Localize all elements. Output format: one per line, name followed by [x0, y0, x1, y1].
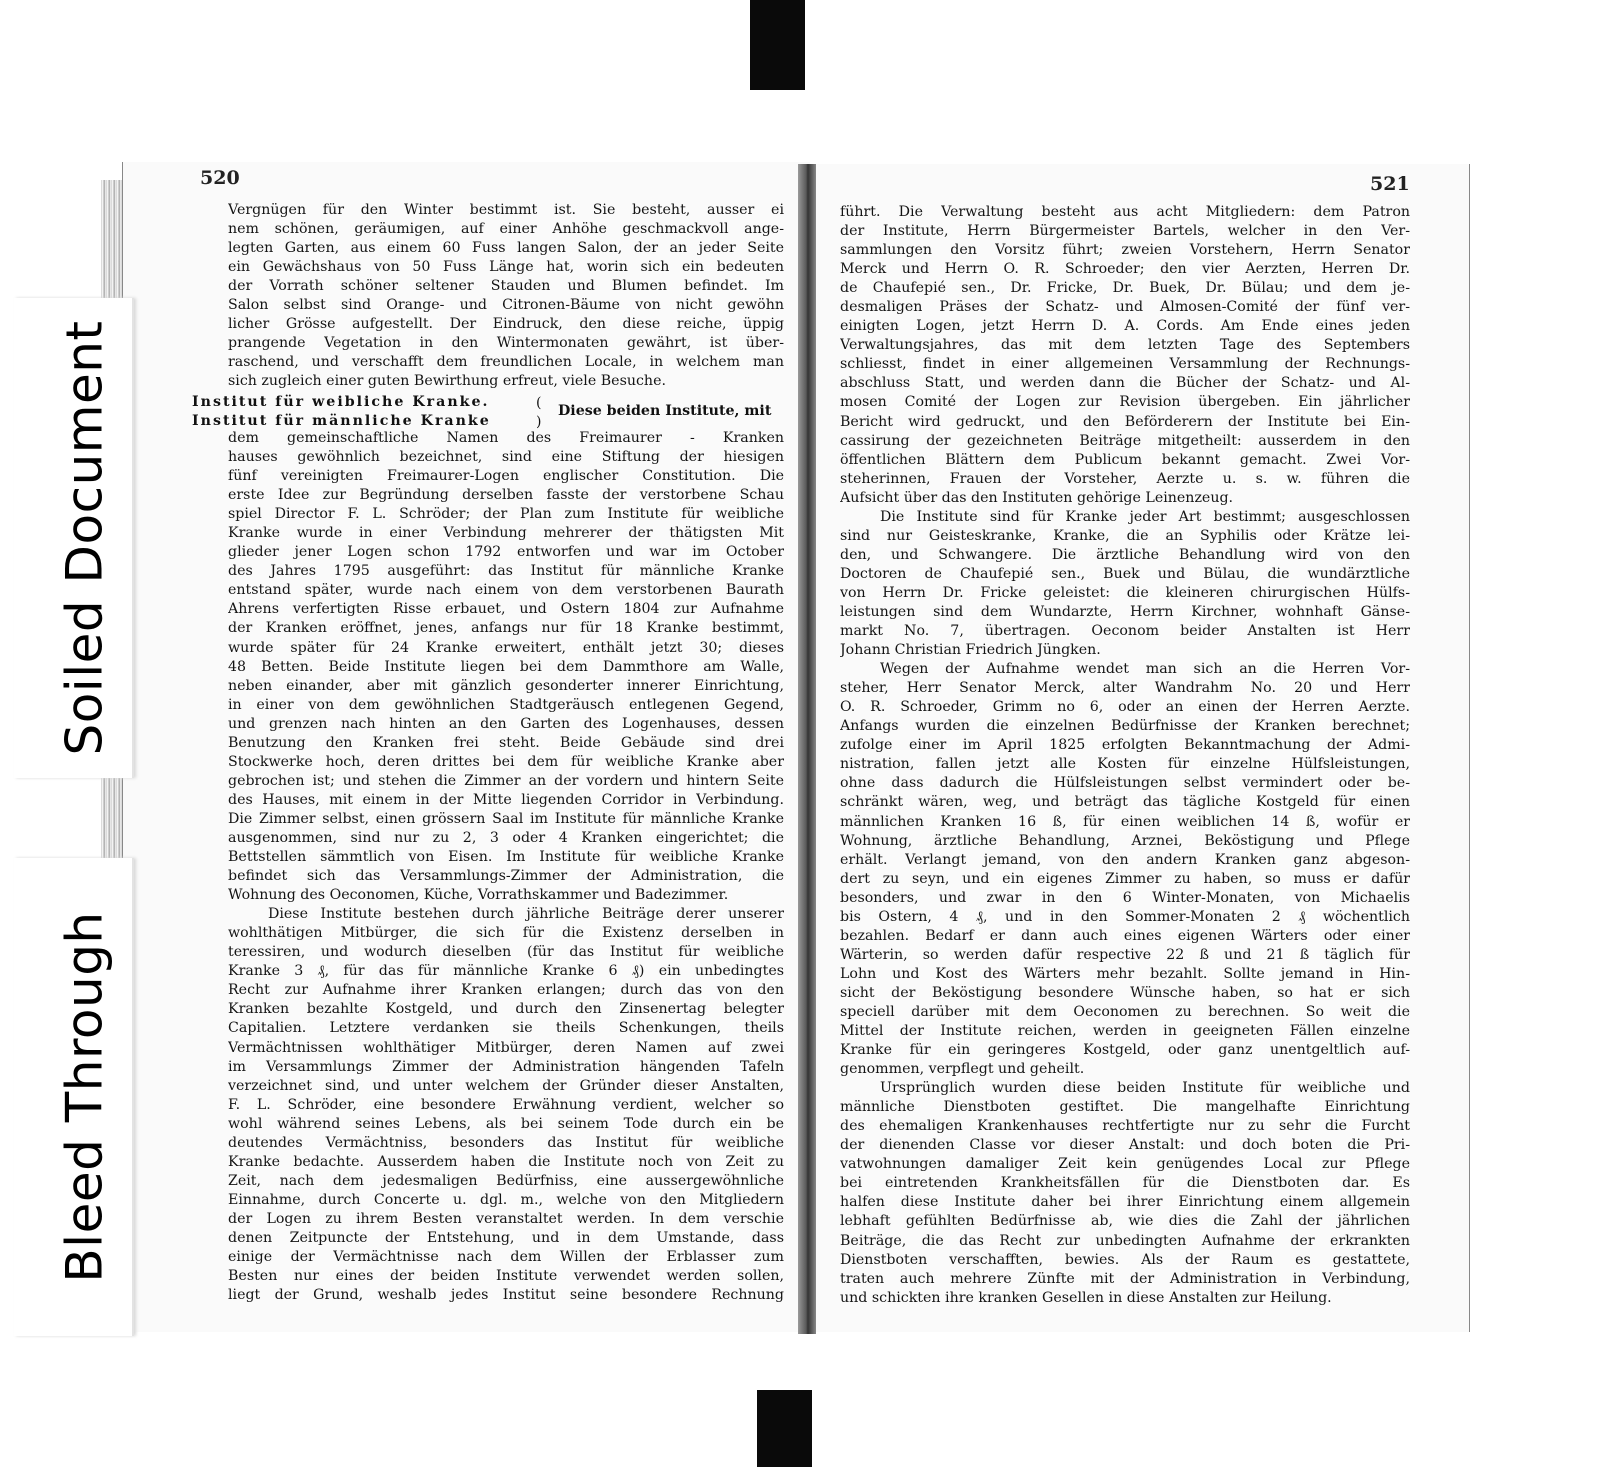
- text-line: gebrochen ist; und stehen die Zimmer an der vordern und hintern Seite: [228, 772, 784, 789]
- text-line: nem schönen, geräumigen, auf einer Anhöhe geschmackvoll ange-: [228, 221, 784, 238]
- text-line: 48 Betten. Beide Institute liegen bei dem Dammthore am Walle,: [228, 658, 784, 675]
- text-line: Zeit, nach dem jedesmaligen Bedürfniss, eine aussergewöhnliche: [228, 1172, 784, 1189]
- text-line: legten Garten, aus einem 60 Fuss langen Salon, der an jeder Seite: [228, 240, 784, 257]
- text-line: Salon selbst sind Orange- und Citronen-Bäume von nicht gewöhn: [228, 297, 784, 314]
- section-heading-continuation: Diese beiden Institute, mit: [558, 403, 772, 419]
- scanner-clip-bottom: [757, 1390, 812, 1467]
- text-line: männliche Dienstboten gestiftet. Die mangelhafte Einrichtung: [840, 1099, 1410, 1116]
- text-line: von Herrn Dr. Fricke geleistet: die kleineren chirurgischen Hülfs-: [840, 584, 1410, 601]
- text-line: Ursprünglich wurden diese beiden Institute für weibliche und: [880, 1080, 1410, 1097]
- text-line: Besten nur eines der beiden Institute verwendet werden sollen,: [228, 1268, 784, 1285]
- text-line: erhält. Verlangt jemand, von den andern Kranken ganz abgeson-: [840, 851, 1410, 868]
- text-line: Anfangs wurden die einzelnen Bedürfnisse der Kranken berechnet;: [840, 718, 1410, 735]
- text-line: dem gemeinschaftliche Namen des Freimaurer - Kranken: [228, 430, 784, 446]
- text-line: Die Zimmer selbst, einen grössern Saal im Institute für männliche Kranke: [228, 810, 784, 827]
- text-line: bis Ostern, 4 ₰, und in den Sommer-Monaten 2 ₰ wöchentlich: [840, 908, 1410, 925]
- right-text: [840, 203, 1410, 1308]
- text-line: mosen Comité der Logen zur Revision übergeben. Ein jährlicher: [840, 394, 1410, 411]
- text-line: Recht zur Aufnahme ihrer Kranken erlangen; durch das von den: [228, 982, 784, 999]
- text-line: Doctoren de Chaufepié sen., Buek und Bülau, die wundärztliche: [840, 565, 1410, 582]
- text-line: besonders, und zwar in den 6 Winter-Monaten, von Michaelis: [840, 889, 1410, 906]
- text-line: neben einander, aber mit gänzlich gesonderter innerer Einrichtung,: [228, 677, 784, 694]
- text-line: führt. Die Verwaltung besteht aus acht Mitgliedern: dem Patron: [840, 204, 1410, 220]
- text-line: ausgenommen, sind nur zu 2, 3 oder 4 Kranken eingerichtet; die: [228, 829, 784, 846]
- text-line: Wärterin, so werden dafür respective 22 ß und 21 ß täglich für: [840, 946, 1410, 963]
- text-line: teressiren, und wodurch dieselben (für das Institut für weibliche: [228, 944, 784, 961]
- soiled-document-tab: [14, 298, 134, 778]
- text-line: ein Gewächshaus von 50 Fuss Länge hat, worin sich ein bedeuten: [228, 259, 784, 276]
- scanner-clip-top: [750, 0, 805, 90]
- text-line: Wohnung des Oeconomen, Küche, Vorrathskammer und Badezimmer.: [228, 887, 729, 904]
- text-line: cassirung der gezeichneten Beiträge mitgetheilt: ausserdem in den: [840, 432, 1410, 449]
- text-line: Lohn und Kost des Wärters mehr bezahlt. Sollte jemand in Hin-: [840, 965, 1410, 982]
- text-line: Bericht wird gedruckt, und den Beförderern der Institute bei Ein-: [840, 413, 1410, 430]
- text-line: F. L. Schröder, eine besondere Erwähnung verdient, welcher so: [228, 1096, 784, 1113]
- text-line: den, und Schwangere. Die ärztliche Behandlung wird von den: [840, 546, 1410, 563]
- text-line: Dienstboten verschafften, bewies. Als der Raum es gestattete,: [840, 1251, 1410, 1268]
- text-line: ohne dass dadurch die Hülfsleistungen selbst vermindert oder be-: [840, 775, 1410, 792]
- text-line: bezahlen. Bedarf er dann auch eines eigenen Wärters oder einer: [840, 927, 1410, 944]
- text-line: einigten Logen, jetzt Herrn D. A. Cords. Am Ende eines jeden: [840, 318, 1410, 335]
- text-line: denen Zeitpuncte der Entstehung, und in dem Umstande, dass: [228, 1229, 784, 1246]
- text-line: vatwohnungen damaliger Zeit kein genügendes Local zur Pflege: [840, 1156, 1410, 1173]
- bleed-through-tab: [14, 858, 134, 1336]
- text-line: de Chaufepié sen., Dr. Fricke, Dr. Buek, Dr. Bülau; und dem je-: [840, 280, 1410, 297]
- text-line: im Versammlungs Zimmer der Administration hängenden Tafeln: [228, 1058, 784, 1075]
- text-line: Aufsicht über das den Instituten gehörige Leinenzeug.: [840, 489, 1234, 506]
- section-heading-male: Institut für männliche Kranke: [192, 413, 491, 429]
- text-line: wohlthätigen Mitbürger, die sich für die Existenz derselben in: [228, 925, 784, 942]
- text-line: Kranken bezahlte Kostgeld, und durch den Zinsenertag belegter: [228, 1001, 784, 1018]
- text-line: Mittel der Institute reichen, werden in geeigneten Fällen einzelne: [840, 1023, 1410, 1040]
- text-line: halfen diese Institute daher bei ihrer Einrichtung einem allgemein: [840, 1194, 1410, 1211]
- text-line: Merck und Herrn O. R. Schroeder; den vier Aerzten, Herren Dr.: [840, 261, 1410, 278]
- text-line: schränkt wären, weg, und beträgt das tägliche Kostgeld für einen: [840, 794, 1410, 811]
- section-heading-female: Institut für weibliche Kranke.: [192, 394, 490, 410]
- text-line: liegt der Grund, weshalb jedes Institut seine besondere Rechnung: [228, 1287, 784, 1304]
- text-line: wurde später für 24 Kranke erweitert, enthält jetzt 30; dieses: [228, 639, 784, 656]
- text-line: Verwaltungsjahres, das mit dem letzten Tage des Septembers: [840, 337, 1410, 354]
- text-line: Kranke für ein geringeres Kostgeld, oder ganz unentgeltlich auf-: [840, 1042, 1410, 1059]
- text-line: sicht der Beköstigung besondere Wünsche haben, so hat er sich: [840, 984, 1410, 1001]
- text-line: der Kranken eröffnet, jenes, anfangs nur für 18 Kranke bestimmt,: [228, 620, 784, 637]
- text-line: O. R. Schroeder, Grimm no 6, oder an einen der Herren Aerzte.: [840, 699, 1410, 716]
- text-line: Stockwerke hoch, deren drittes bei dem für weibliche Kranke aber: [228, 753, 784, 770]
- text-line: in einer von dem gewöhnlichen Stadtgeräusch entlegenen Gegend,: [228, 696, 784, 713]
- text-line: sind nur Geisteskranke, Kranke, die an Syphilis oder Krätze lei-: [840, 527, 1410, 544]
- text-line: traten auch mehrere Zünfte mit der Administration in Verbindung,: [840, 1270, 1410, 1287]
- text-line: befindet sich das Versammlungs-Zimmer der Administration, die: [228, 868, 784, 885]
- text-line: sich zugleich einer guten Bewirthung erfreut, viele Besuche.: [228, 373, 666, 390]
- text-line: öffentlichen Blättern dem Publicum bekannt gemacht. Zwei Vor-: [840, 451, 1410, 468]
- text-line: Die Institute sind für Kranke jeder Art bestimmt; ausgeschlossen: [880, 508, 1410, 525]
- text-line: hauses gewöhnlich bezeichnet, sind eine Stiftung der hiesigen: [228, 449, 784, 466]
- text-line: Benutzung den Kranken frei steht. Beide Gebäude sind drei: [228, 734, 784, 751]
- text-line: und grenzen nach hinten an den Garten des Logenhauses, dessen: [228, 715, 784, 732]
- text-line: Ahrens verfertigten Risse erbauet, und Ostern 1804 zur Aufnahme: [228, 601, 784, 618]
- text-line: bei eintretenden Krankheitsfällen für die Dienstboten dar. Es: [840, 1175, 1410, 1192]
- text-line: leistungen sind dem Wundarzte, Herrn Kirchner, wohnhaft Gänse-: [840, 603, 1410, 620]
- text-line: Kranke 3 ₰, für das für männliche Kranke 6 ₰) ein unbedingtes: [228, 963, 784, 980]
- text-line: Vermächtnissen wohlthätiger Mitbürger, deren Namen auf zwei: [228, 1039, 784, 1056]
- text-line: sammlungen den Vorsitz führt; zweien Vorstehern, Herrn Senator: [840, 242, 1410, 259]
- soiled-document-label: Soiled Document: [56, 320, 115, 756]
- text-line: der dienenden Classe vor dieser Anstalt: und doch boten die Pri-: [840, 1137, 1410, 1154]
- text-line: nistration, fallen jetzt alle Kosten für einzelne Hülfsleistungen,: [840, 756, 1410, 773]
- text-line: erste Idee zur Begründung derselben fasste der verstorbene Schau: [228, 487, 784, 504]
- text-line: raschend, und verschafft dem freundlichen Locale, in welchem man: [228, 354, 784, 371]
- text-line: fünf vereinigten Freimaurer-Logen englischer Constitution. Die: [228, 468, 784, 485]
- text-line: der Institute, Herrn Bürgermeister Bartels, welcher in den Ver-: [840, 223, 1410, 240]
- text-line: deutendes Vermächtniss, besonders das Institut für weibliche: [228, 1134, 784, 1151]
- text-line: Diese Institute bestehen durch jährliche Beiträge derer unserer: [268, 906, 784, 923]
- text-line: Kranke bedachte. Ausserdem haben die Institute noch von Zeit zu: [228, 1153, 784, 1170]
- page-number-right: 521: [1370, 173, 1410, 195]
- text-line: Beiträge, die das Recht zur unbedingten Aufnahme der erkrankten: [840, 1232, 1410, 1249]
- text-line: Vergnügen für den Winter bestimmt ist. Sie besteht, ausser ei: [228, 202, 784, 218]
- text-line: spiel Director F. L. Schröder; der Plan zum Institute für weibliche: [228, 506, 784, 523]
- text-line: Bettstellen sämmtlich von Eisen. Im Institute für weibliche Kranke: [228, 849, 784, 866]
- text-line: speciell darüber mit dem Oeconomen zu berechnen. So weit die: [840, 1003, 1410, 1020]
- left-text-before: [228, 201, 784, 391]
- text-line: des Hauses, mit einem in der Mitte liegenden Corridor in Verbindung.: [228, 791, 784, 808]
- bleed-through-label: Bleed Through: [56, 911, 114, 1283]
- heading-brace: ( ): [536, 395, 542, 430]
- text-line: genommen, verpflegt und geheilt.: [840, 1061, 1085, 1078]
- text-line: verzeichnet sind, und unter welchem der Gründer dieser Anstalten,: [228, 1077, 784, 1094]
- text-line: wohl während seines Lebens, als bei seinem Tode durch ein be: [228, 1115, 784, 1132]
- text-line: entstand später, wurde nach einem von dem verstorbenen Baurath: [228, 582, 784, 599]
- text-line: des Jahres 1795 ausgeführt: das Institut für männliche Kranke: [228, 563, 784, 580]
- left-text-after: [228, 429, 784, 1305]
- text-line: schliesst, findet in einer allgemeinen Versammlung der Rechnungs-: [840, 356, 1410, 373]
- text-line: licher Grösse aufgestellt. Der Eindruck, den diese reiche, üppig: [228, 316, 784, 333]
- text-line: desmaligen Präses der Schatz- und Almosen-Comité der fünf ver-: [840, 299, 1410, 316]
- text-line: zufolge einer im April 1825 erfolgten Bekanntmachung der Admi-: [840, 737, 1410, 754]
- text-line: Capitalien. Letztere verdanken sie theils Schenkungen, theils: [228, 1020, 784, 1037]
- book-gutter: [798, 164, 816, 1334]
- text-line: lebhaft gefühlten Bedürfnisse ab, wie dies die Zahl der jährlichen: [840, 1213, 1410, 1230]
- text-line: der Vorrath schöner seltener Stauden und Blumen befindet. Im: [228, 278, 784, 295]
- text-line: Einnahme, durch Concerte u. dgl. m., welche von den Mitgliedern: [228, 1191, 784, 1208]
- text-line: glieder jener Logen schon 1792 entworfen und war im October: [228, 544, 784, 561]
- text-line: steherinnen, Frauen der Vorsteher, Aerzte u. s. w. führen die: [840, 470, 1410, 487]
- text-line: der Logen zu ihrem Besten veranstaltet werden. In dem verschie: [228, 1210, 784, 1227]
- text-line: einige der Vermächtnisse nach dem Willen der Erblasser zum: [228, 1249, 784, 1266]
- text-line: Wegen der Aufnahme wendet man sich an die Herren Vor-: [880, 661, 1410, 678]
- text-line: Johann Christian Friedrich Jüngken.: [840, 642, 1101, 659]
- text-line: steher, Herr Senator Merck, alter Wandrahm No. 20 und Herr: [840, 680, 1410, 697]
- text-line: dert zu seyn, und ein eigenes Zimmer zu haben, so muss er dafür: [840, 870, 1410, 887]
- text-line: prangende Vegetation in den Wintermonaten gewährt, ist über-: [228, 335, 784, 352]
- text-line: und schickten ihre kranken Gesellen in diese Anstalten zur Heilung.: [840, 1289, 1332, 1306]
- text-line: Wohnung, ärztliche Behandlung, Arznei, Beköstigung und Pflege: [840, 832, 1410, 849]
- text-line: markt No. 7, übertragen. Oeconom beider Anstalten ist Herr: [840, 623, 1410, 640]
- text-line: Kranke wurde in einer Verbindung mehrerer der thätigsten Mit: [228, 525, 784, 542]
- text-line: abschluss Statt, und werden dann die Bücher der Schatz- und Al-: [840, 375, 1410, 392]
- page-number-left: 520: [200, 167, 240, 189]
- text-line: männlichen Kranken 16 ß, für einen weiblichen 14 ß, wofür er: [840, 813, 1410, 830]
- text-line: des ehemaligen Krankenhauses rechtfertigte nur zu sehr die Furcht: [840, 1118, 1410, 1135]
